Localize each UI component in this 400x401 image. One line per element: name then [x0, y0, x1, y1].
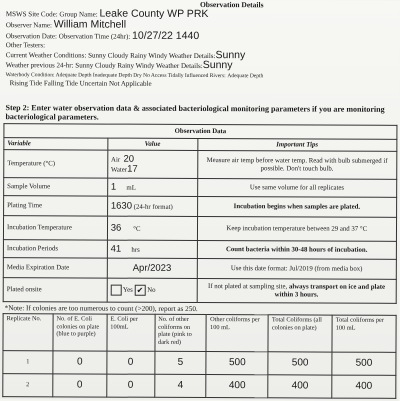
temperature-values	[107, 150, 197, 178]
media-expiration-tip: Use this date format: Jul/2019 (from media box)	[197, 258, 397, 279]
incubation-temperature-label: Incubation Temperature	[3, 216, 107, 240]
observer-line	[6, 20, 126, 31]
header-other-coliforms-per-100ml: Other coliforms per 100 mL	[206, 315, 268, 352]
previous-weather-label: Weather previous 24-hr: Sunny Cloudy Rainy Windy Weather Details:	[5, 61, 203, 71]
observation-details-heading: Observation Details	[199, 0, 264, 10]
no-checkbox[interactable]: ✔	[135, 285, 146, 296]
plated-onsite-label: Plated onsite	[3, 278, 107, 302]
header-total-coliforms: Total Coliforms (all colonies on plate)	[268, 315, 332, 352]
header-ecoli-per-100ml: E. Coli per 100mL	[107, 314, 155, 351]
header-other-coliforms: No. of other coliforms on plate (pink to dark red)	[155, 314, 207, 351]
total-coliforms-cell[interactable]: 500	[268, 352, 332, 375]
plating-time-value[interactable]: 1630	[110, 200, 133, 212]
colonies-header-row	[3, 314, 396, 353]
previous-weather-value[interactable]: Sunny	[202, 59, 233, 72]
header-replicate: Replicate No.	[3, 314, 53, 351]
header-ecoli-colonies: No. of E. Coli colonies on plate (blue to purple)	[53, 314, 107, 351]
water-label: Water	[110, 166, 128, 174]
site-code-value[interactable]: Leake County WP PRK	[99, 7, 209, 21]
total-coliforms-per-100ml-cell[interactable]: 500	[332, 352, 396, 375]
ecoli-per-100ml-cell[interactable]: 0	[107, 351, 155, 374]
table-row	[3, 351, 396, 376]
col-variable: Variable	[4, 138, 108, 150]
air-label: Air	[111, 156, 121, 164]
other-coliforms-per-100ml-cell[interactable]: 500	[206, 352, 268, 375]
other-coliforms-per-100ml-cell[interactable]: 400	[206, 375, 268, 398]
other-testers-label: Other Testers:	[5, 41, 46, 50]
col-important-tips: Important Tips	[197, 138, 396, 151]
site-code-label: MSWS Site Code: Group Name:	[5, 10, 98, 19]
incubation-periods-unit: hrs	[131, 246, 140, 254]
ecoli-colonies-cell[interactable]: 0	[53, 374, 107, 397]
plating-time-unit: (24-hr format)	[133, 203, 173, 211]
temperature-label: Temperature (°C)	[4, 150, 108, 178]
total-coliforms-per-100ml-cell[interactable]: 400	[332, 375, 396, 398]
incubation-temperature-value[interactable]: 36	[110, 222, 122, 234]
replicate-number: 1	[3, 351, 53, 374]
table-row	[3, 374, 396, 399]
total-coliforms-cell[interactable]: 400	[268, 375, 332, 398]
incubation-temperature-tip: Keep incubation temperature between 29 and 37 °C	[197, 216, 397, 241]
no-label: No	[147, 286, 156, 294]
plated-tip-bold: always transport on ice and plate within 3 hours.	[274, 282, 386, 299]
tide-options: Rising Tide Falling Tide Uncertain Not Applicable	[9, 79, 152, 88]
header-total-coliforms-per-100ml: Total coliforms per 100 mL	[332, 315, 396, 352]
replicate-number: 2	[3, 374, 53, 397]
air-temp-value[interactable]: 20	[123, 153, 135, 165]
plated-onsite-options	[107, 278, 197, 302]
incubation-periods-tip: Count bacteria within 30-48 hours of incubation.	[197, 240, 396, 259]
plated-tip-plain: If not plated at sampling site,	[207, 282, 289, 290]
ecoli-per-100ml-cell[interactable]: 0	[107, 374, 155, 397]
sample-volume-label: Sample Volume	[4, 178, 108, 196]
colonies-note: *Note: If colonies are too numerous to count (>200), report as 250.	[4, 304, 198, 313]
observation-date-label: Observation Date: Observation Time (24hr):	[5, 32, 131, 41]
plated-onsite-tip	[197, 278, 397, 303]
plating-time-label: Plating Time	[4, 196, 108, 216]
incubation-periods-label: Incubation Periods	[3, 240, 107, 258]
observation-data-table	[3, 123, 398, 304]
incubation-temperature-unit: °C	[133, 225, 141, 233]
colonies-table	[2, 313, 396, 399]
yes-checkbox[interactable]	[110, 285, 121, 296]
ecoli-colonies-cell[interactable]: 0	[53, 351, 107, 374]
media-expiration-label: Media Expiration Date	[3, 258, 107, 278]
water-temp-value[interactable]: 17	[127, 163, 138, 175]
current-weather-value[interactable]: Sunny	[215, 49, 246, 62]
observer-value[interactable]: William Mitchell	[53, 18, 127, 31]
step-2-instruction: Step 2: Enter water observation data & associated bacteriological monitoring parameters if you are monitoring bacteriological parameters.	[5, 103, 385, 122]
current-weather-label: Current Weather Conditions: Sunny Cloudy Rainy Windy Weather Details:	[5, 51, 216, 61]
observation-date-value[interactable]: 10/27/22 1440	[132, 29, 200, 42]
incubation-periods-value[interactable]: 41	[110, 243, 122, 255]
observer-label: Observer Name:	[5, 21, 52, 30]
waterbody-label: Waterbody Condition: Adequate Depth Inadequate Depth Dry No Access Tidally Influenced Rivers:	[5, 72, 226, 80]
other-coliforms-cell[interactable]: 5	[154, 351, 206, 374]
temperature-tip: Measure air temp before water temp. Read with bulb submerged if possible. Don't touch bulb.	[197, 150, 397, 179]
waterbody-value[interactable]: Adequate Depth	[227, 73, 264, 80]
other-coliforms-cell[interactable]: 4	[154, 374, 206, 397]
col-value: Value	[108, 138, 198, 150]
yes-label: Yes	[122, 286, 133, 294]
sample-volume-value[interactable]: 1	[110, 181, 117, 193]
sample-volume-unit: mL	[126, 184, 136, 192]
plating-time-tip: Incubation begins when samples are plated.	[197, 196, 397, 217]
observation-data-title: Observation Data	[4, 124, 397, 140]
sample-volume-tip: Use same volume for all replicates	[197, 178, 396, 197]
media-expiration-value[interactable]: Apr/2023	[132, 262, 172, 274]
